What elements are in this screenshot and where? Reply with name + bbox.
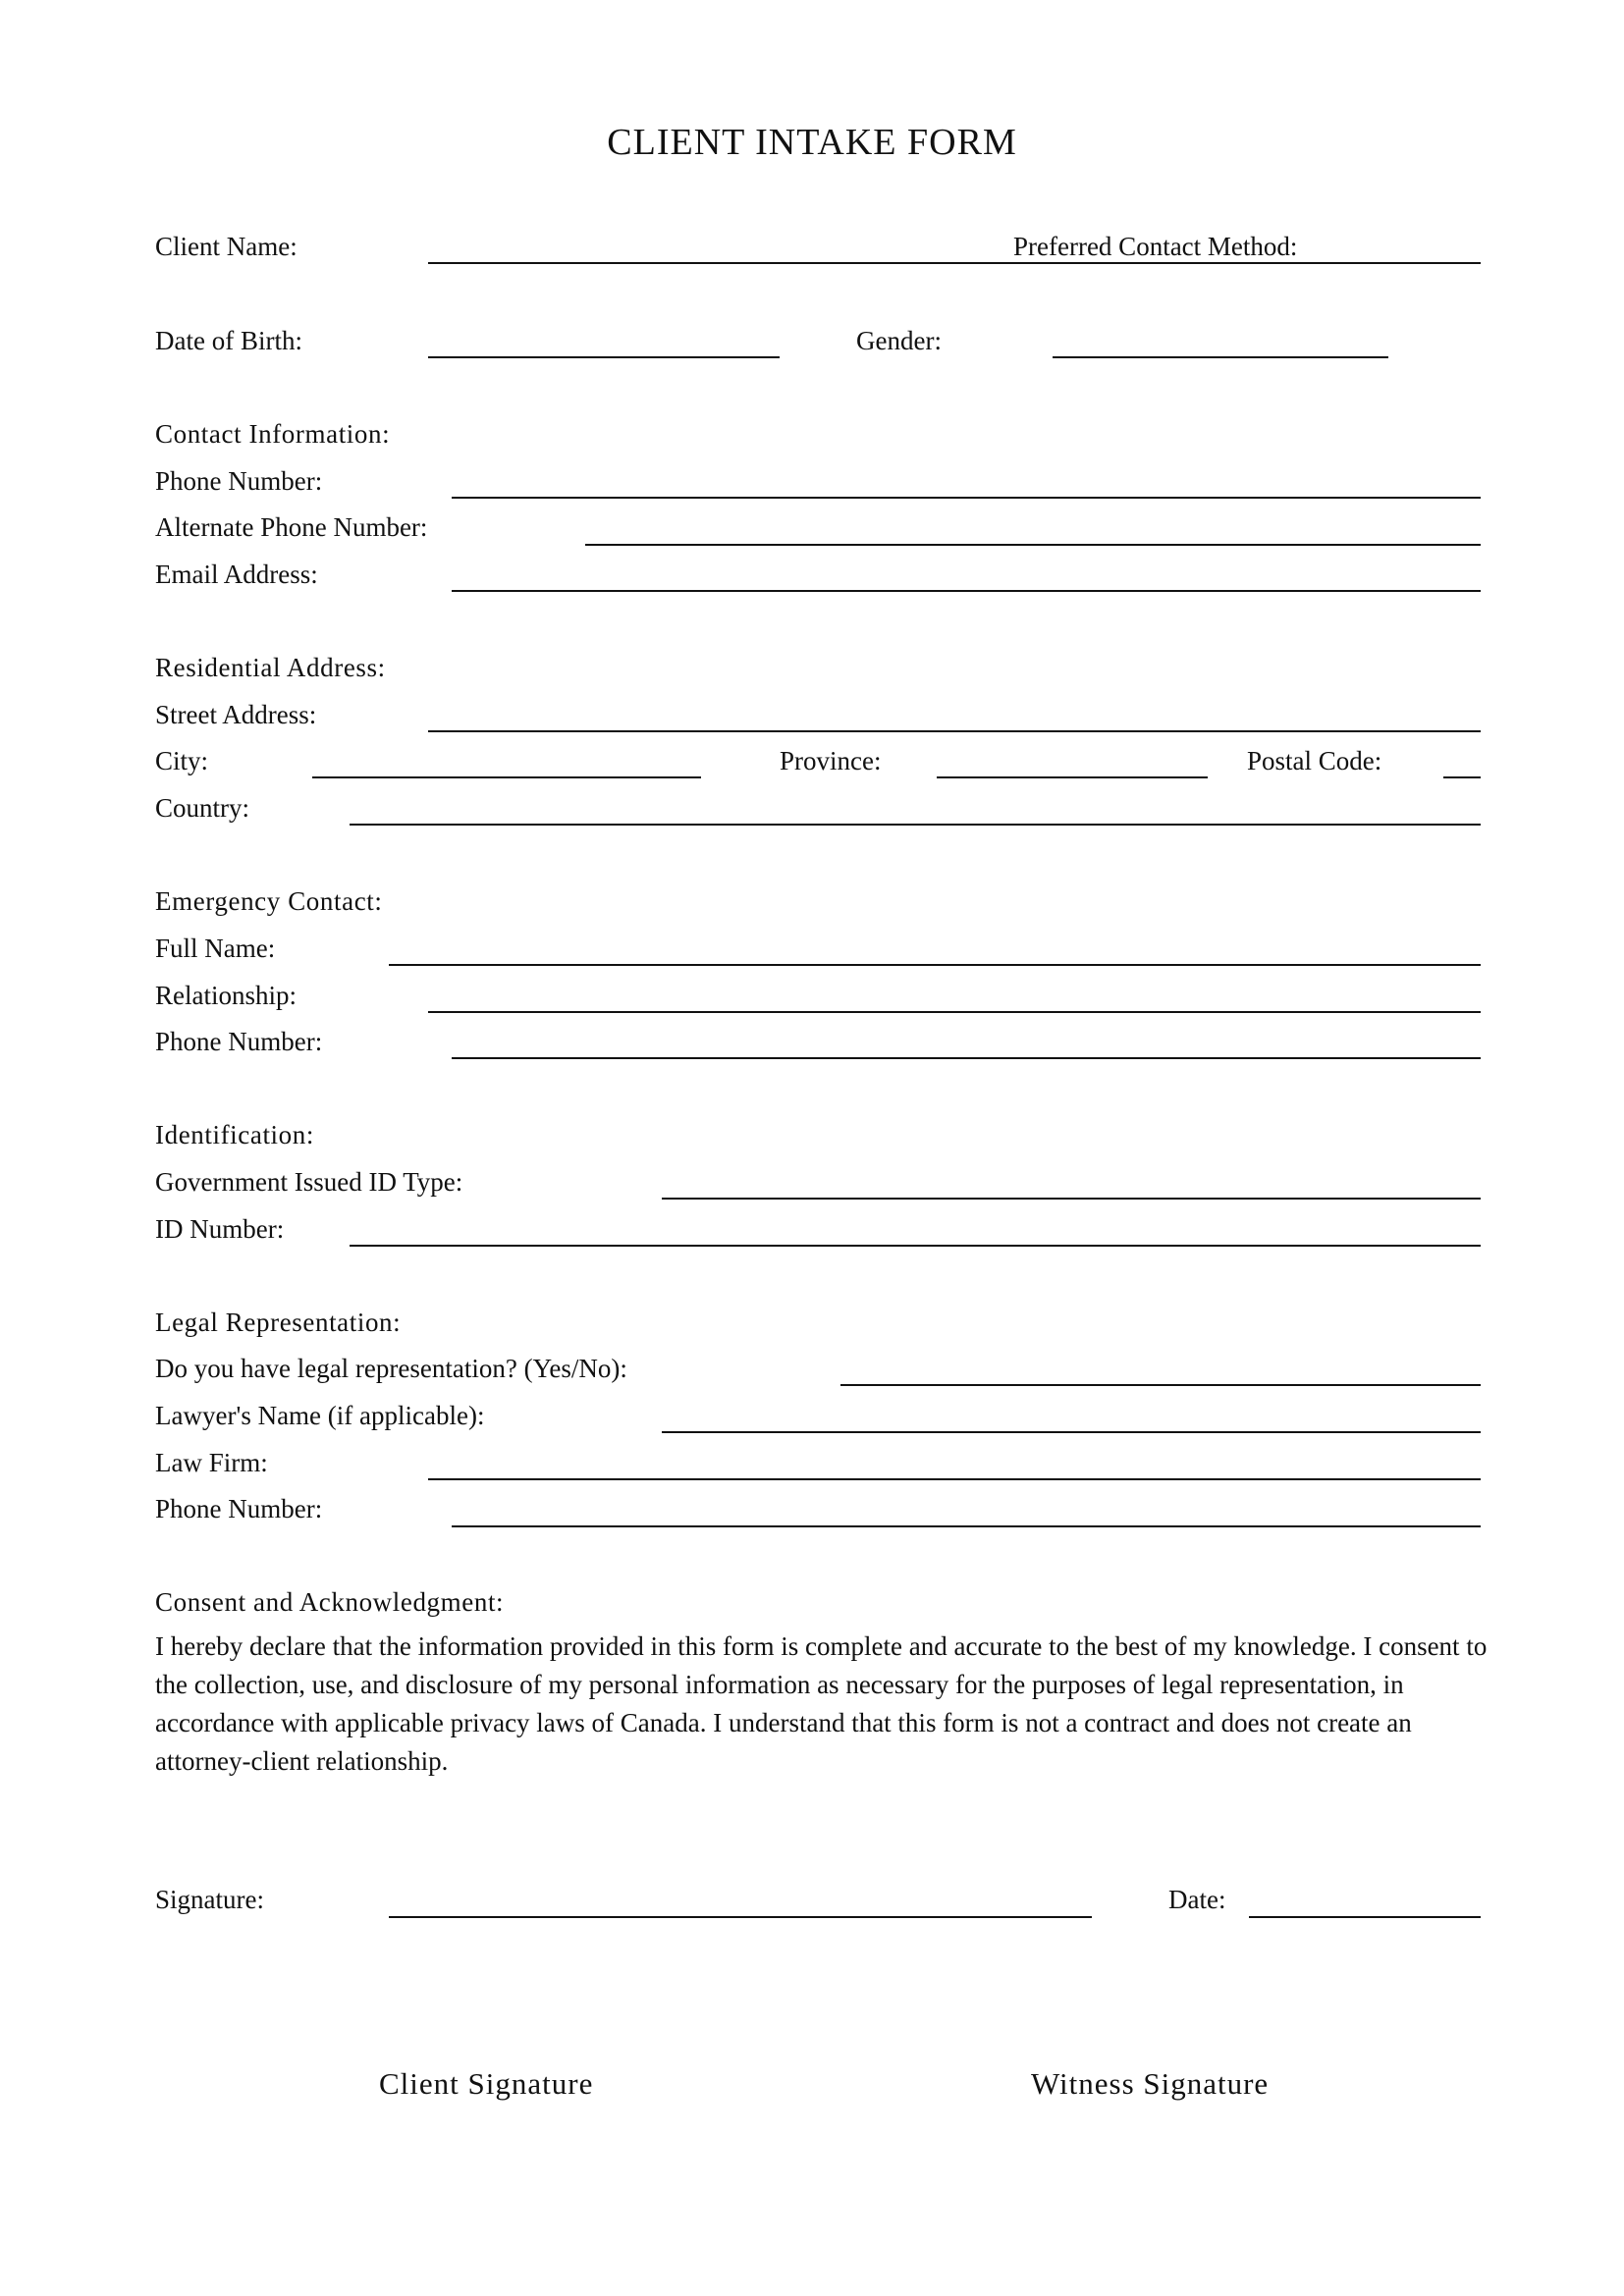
date-label: Date:	[1168, 1885, 1226, 1914]
email-address-label: Email Address:	[155, 560, 318, 589]
street-address-label: Street Address:	[155, 700, 317, 729]
contact-information-heading: Contact Information:	[155, 419, 391, 449]
emergency-full-name-label: Full Name:	[155, 934, 276, 963]
emergency-relationship-label: Relationship:	[155, 981, 297, 1010]
preferred-contact-method-label: Preferred Contact Method:	[1013, 232, 1298, 261]
street-address-field[interactable]	[428, 730, 1481, 732]
form-title: CLIENT INTAKE FORM	[607, 122, 1017, 163]
emergency-full-name-field[interactable]	[389, 964, 1481, 966]
consent-heading: Consent and Acknowledgment:	[155, 1587, 505, 1617]
phone-number-field[interactable]	[452, 497, 1481, 499]
lawyer-name-label: Lawyer's Name (if applicable):	[155, 1401, 485, 1430]
email-address-field[interactable]	[452, 590, 1481, 592]
signature-label: Signature:	[155, 1885, 264, 1914]
city-label: City:	[155, 746, 209, 775]
country-label: Country:	[155, 793, 250, 823]
alternate-phone-field[interactable]	[585, 544, 1481, 546]
gender-label: Gender:	[856, 326, 942, 355]
emergency-contact-heading: Emergency Contact:	[155, 886, 383, 916]
province-label: Province:	[780, 746, 882, 775]
client-name-field[interactable]	[428, 262, 1481, 264]
identification-heading: Identification:	[155, 1120, 314, 1149]
client-name-label: Client Name:	[155, 232, 298, 261]
date-of-birth-field[interactable]	[428, 356, 780, 358]
province-field[interactable]	[937, 776, 1208, 778]
lawyer-phone-field[interactable]	[452, 1525, 1481, 1527]
emergency-relationship-field[interactable]	[428, 1011, 1481, 1013]
witness-signature-caption: Witness Signature	[1031, 2066, 1270, 2101]
lawyer-phone-label: Phone Number:	[155, 1494, 323, 1523]
id-number-label: ID Number:	[155, 1214, 285, 1244]
residential-address-heading: Residential Address:	[155, 653, 386, 682]
country-field[interactable]	[350, 824, 1481, 826]
lawyer-name-field[interactable]	[662, 1431, 1481, 1433]
emergency-phone-label: Phone Number:	[155, 1027, 323, 1056]
law-firm-label: Law Firm:	[155, 1448, 268, 1477]
gender-field[interactable]	[1053, 356, 1388, 358]
legal-representation-heading: Legal Representation:	[155, 1308, 402, 1337]
phone-number-label: Phone Number:	[155, 466, 323, 496]
has-representation-label: Do you have legal representation? (Yes/No):	[155, 1354, 627, 1383]
client-signature-caption: Client Signature	[379, 2066, 594, 2101]
date-field[interactable]	[1249, 1916, 1481, 1918]
date-of-birth-label: Date of Birth:	[155, 326, 302, 355]
signature-field[interactable]	[389, 1916, 1092, 1918]
emergency-phone-field[interactable]	[452, 1057, 1481, 1059]
has-representation-field[interactable]	[840, 1384, 1481, 1386]
id-type-label: Government Issued ID Type:	[155, 1167, 463, 1197]
alternate-phone-label: Alternate Phone Number:	[155, 512, 428, 542]
id-number-field[interactable]	[350, 1245, 1481, 1247]
id-type-field[interactable]	[662, 1198, 1481, 1200]
postal-code-label: Postal Code:	[1247, 746, 1382, 775]
consent-paragraph: I hereby declare that the information provided in this form is complete and accurate to the best of my knowledge. I consent to the collection, use, and disclosure of my personal information as necessary for the purposes of legal representation, in accordance with applicable privacy laws of Canada. I understand that this form is not a contract and does not create an attorney-client relationship.	[155, 1631, 1488, 1776]
law-firm-field[interactable]	[428, 1478, 1481, 1480]
city-field[interactable]	[312, 776, 701, 778]
postal-code-field[interactable]	[1443, 776, 1481, 778]
